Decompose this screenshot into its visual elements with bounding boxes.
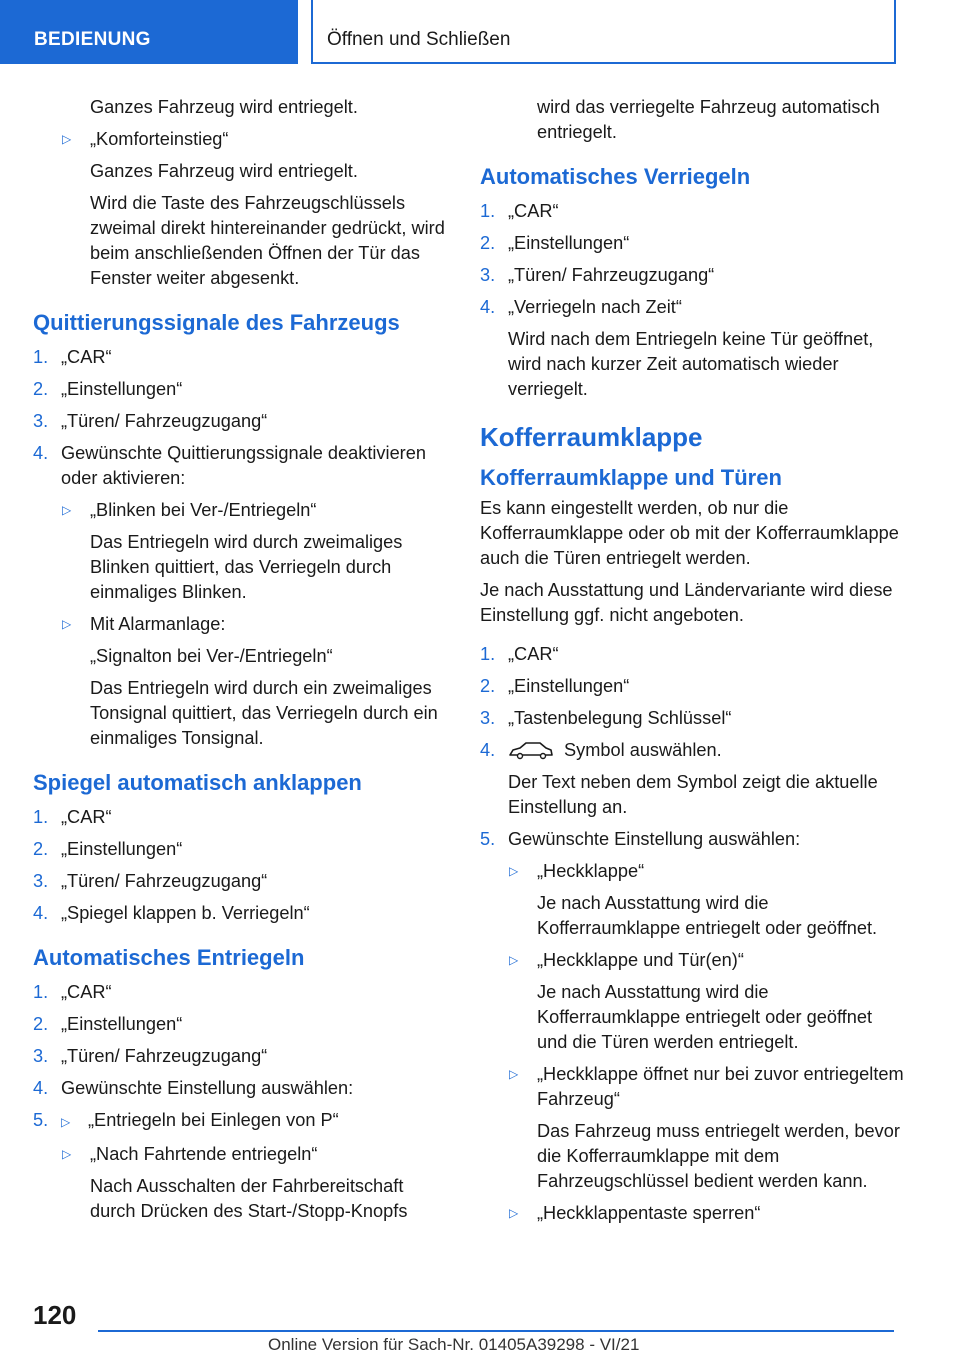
paragraph: Je nach Ausstattung und Ländervariante wird diese Einstellung ggf. nicht angeboten.: [480, 580, 893, 625]
right-column: [480, 95, 905, 1233]
list-item: ▷ „Nach Fahrtende entriegeln“: [33, 1142, 453, 1167]
section-heading: Quittierungssignale des Fahrzeugs: [33, 310, 400, 335]
list-item: 3. „Türen/ Fahrzeugzugang“: [33, 1046, 268, 1066]
triangle-bullet-icon: ▷: [62, 503, 72, 517]
paragraph: Der Text neben dem Symbol zeigt die aktuelle Einstellung an.: [508, 772, 878, 817]
list-item: 5. Gewünschte Einstellung auswählen:: [480, 829, 801, 849]
triangle-bullet-icon: ▷: [62, 617, 72, 631]
online-version-note: Online Version für Sach-Nr. 01405A39298 - VI/21: [268, 1335, 640, 1354]
section-heading: Automatisches Entriegeln: [33, 945, 305, 970]
paragraph: Es kann eingestellt werden, ob nur die Kofferraumklappe oder ob mit der Kofferraumklappe auch die Türen entriegelt werden.: [480, 498, 899, 568]
paragraph: Je nach Ausstattung wird die Kofferraumklappe entriegelt oder geöffnet und die Türen werden entriegelt.: [537, 982, 873, 1052]
paragraph: Das Entriegeln wird durch ein zweimaliges Tonsignal quittiert, das Verriegeln durch ein einmaliges Tonsignal.: [90, 678, 438, 748]
paragraph: wird das verriegelte Fahrzeug automatisch entriegelt.: [537, 97, 880, 142]
section-heading: Kofferraumklappe und Türen: [480, 465, 782, 490]
paragraph: Das Entriegeln wird durch zweimaliges Blinken quittiert, das Verriegeln durch einmaliges Blinken.: [90, 532, 403, 602]
section-tab: [0, 0, 298, 64]
triangle-bullet-icon: ▷: [509, 1067, 519, 1081]
paragraph: Ganzes Fahrzeug wird entriegelt.: [90, 97, 358, 117]
list-item: 3. „Türen/ Fahrzeugzugang“: [33, 871, 268, 891]
list-item: ▷ „Blinken bei Ver-/Entriegeln“: [33, 498, 453, 523]
list-item: 5. ▷ „Entriegeln bei Einlegen von P“: [33, 1108, 453, 1135]
section-tab-label: BEDIENUNG: [34, 29, 151, 50]
chapter-title: Öffnen und Schließen: [327, 29, 511, 50]
chapter-heading: Kofferraumklappe: [480, 422, 703, 452]
paragraph: Wird die Taste des Fahrzeugschlüssels zweimal direkt hintereinander gedrückt, wird beim anschließenden Öffnen der Tür das Fenster weiter abgesenkt.: [90, 193, 445, 288]
list-item: 2. „Einstellungen“: [33, 1014, 183, 1034]
triangle-bullet-icon: ▷: [509, 1206, 519, 1220]
list-item: 1. „CAR“: [33, 982, 112, 1002]
paragraph: Je nach Ausstattung wird die Kofferraumklappe entriegelt oder geöffnet.: [537, 893, 878, 938]
paragraph: Nach Ausschalten der Fahrbereitschaft durch Drücken des Start-/Stopp-Knopfs: [90, 1176, 408, 1221]
list-item: ▷ „Heckklappe“: [480, 859, 905, 884]
list-item: ▷ „Heckklappentaste sperren“: [480, 1201, 905, 1226]
list-item: 2. „Einstellungen“: [33, 379, 183, 399]
list-item: ▷ „Heckklappe öffnet nur bei zuvor entriegeltem Fahrzeug“: [509, 1064, 904, 1109]
section-heading: Automatisches Verriegeln: [480, 164, 751, 189]
paragraph: Wird nach dem Entriegeln keine Tür geöffnet, wird nach kurzer Zeit automatisch wieder verriegelt.: [508, 329, 874, 399]
list-item: 1. „CAR“: [480, 644, 559, 664]
car-symbol-icon: [508, 740, 554, 760]
list-item: 2. „Einstellungen“: [33, 839, 183, 859]
list-item: 4. „Verriegeln nach Zeit“: [480, 297, 682, 317]
list-item: ▷ Mit Alarmanlage:: [33, 612, 453, 637]
list-item: ▷ „Heckklappe und Tür(en)“: [480, 948, 905, 973]
paragraph: „Signalton bei Ver-/Entriegeln“: [90, 646, 333, 666]
list-item: 3. „Türen/ Fahrzeugzugang“: [480, 265, 715, 285]
list-item: 2. „Einstellungen“: [480, 233, 630, 253]
page-number: 120: [33, 1300, 77, 1330]
section-heading: Spiegel automatisch anklappen: [33, 770, 362, 795]
triangle-bullet-icon: ▷: [62, 1147, 72, 1161]
paragraph: Das Fahrzeug muss entriegelt werden, bevor die Kofferraumklappe mit dem Fahrzeugschlüssel bedient werden kann.: [537, 1121, 900, 1191]
list-item: 3. „Tastenbelegung Schlüssel“: [480, 708, 732, 728]
list-item: 4. „Spiegel klappen b. Verriegeln“: [33, 903, 310, 923]
list-item: ▷ „Komforteinstieg“: [33, 127, 453, 152]
paragraph: Ganzes Fahrzeug wird entriegelt.: [90, 161, 358, 181]
list-item: 4. Symbol auswählen.: [480, 740, 722, 760]
list-item: 3. „Türen/ Fahrzeugzugang“: [33, 411, 268, 431]
left-column: [33, 95, 453, 1231]
triangle-bullet-icon: ▷: [509, 953, 519, 967]
list-item: 2. „Einstellungen“: [480, 676, 630, 696]
triangle-bullet-icon: ▷: [62, 132, 72, 146]
list-item: 1. „CAR“: [480, 201, 559, 221]
footer-divider: [98, 1330, 894, 1332]
triangle-bullet-icon: ▷: [61, 1115, 71, 1129]
list-item: 1. „CAR“: [33, 807, 112, 827]
list-item: 1. „CAR“: [33, 347, 112, 367]
list-item: 4. Gewünschte Einstellung auswählen:: [33, 1078, 354, 1098]
triangle-bullet-icon: ▷: [509, 864, 519, 878]
chapter-header: [311, 0, 896, 64]
list-item: 4. Gewünschte Quittierungssignale deaktivieren oder aktivieren:: [33, 443, 426, 488]
